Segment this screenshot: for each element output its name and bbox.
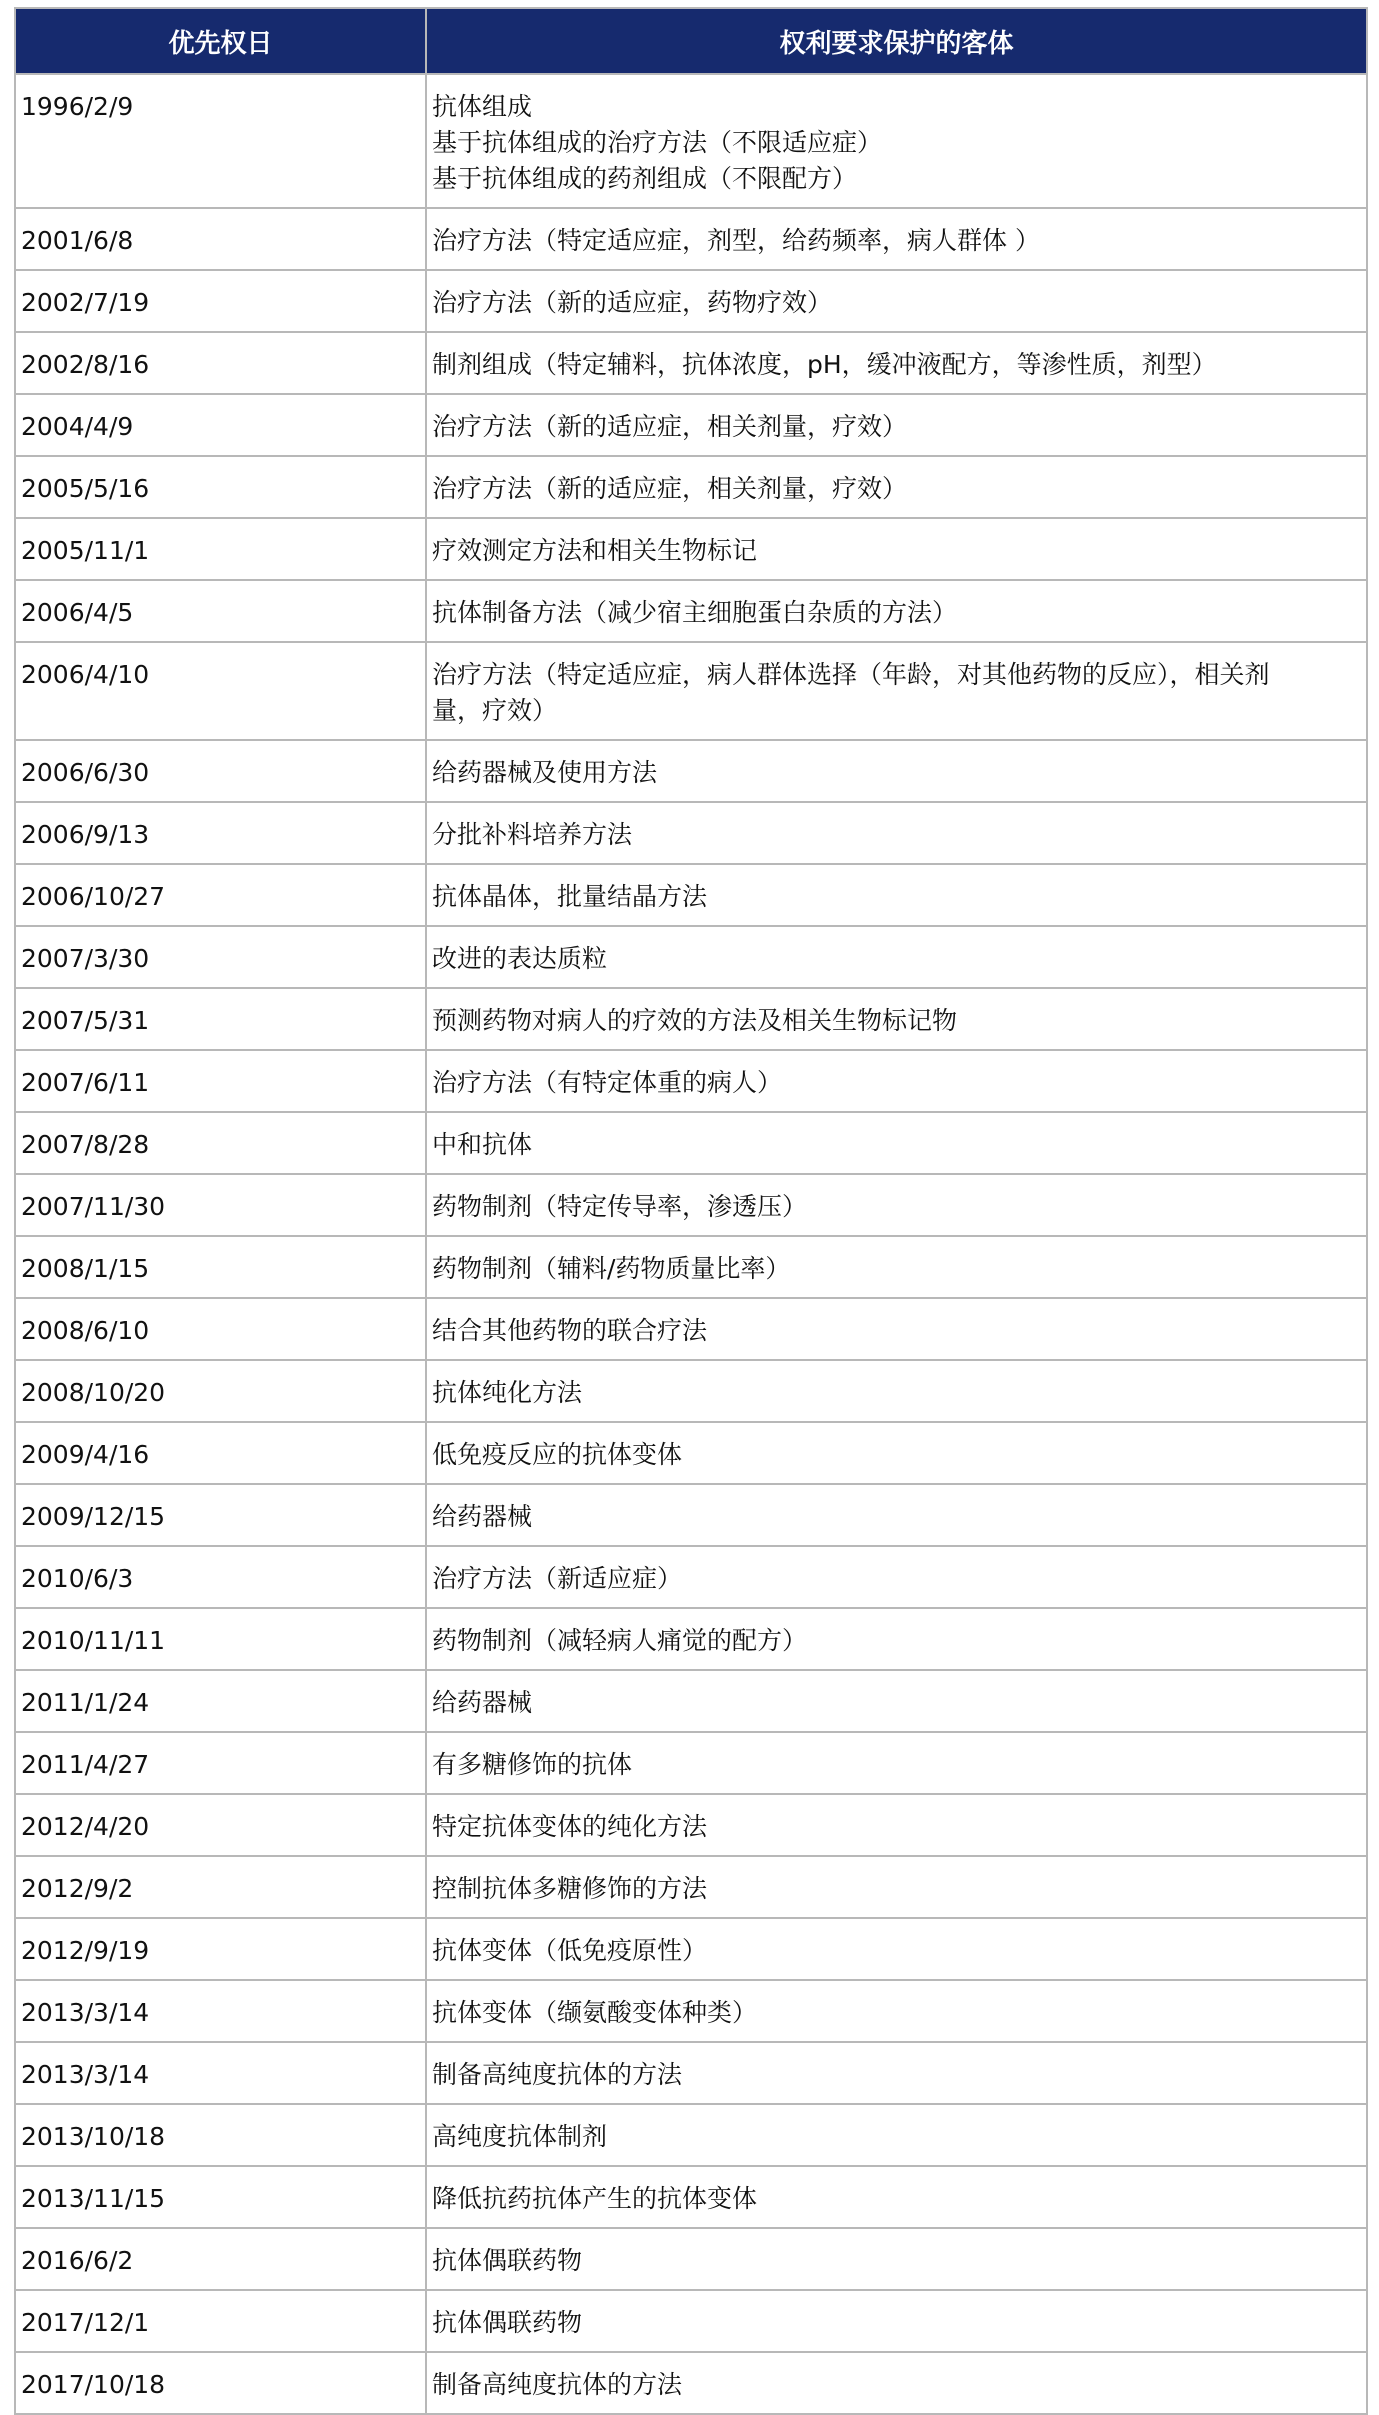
claim-object-cell [426, 2166, 1367, 2228]
priority-date-cell: 2007/3/30 [15, 926, 426, 988]
claim-object-cell [426, 208, 1367, 270]
table-row [15, 2042, 1367, 2104]
table-row [15, 270, 1367, 332]
claim-object-cell [426, 2290, 1367, 2352]
claim-object-line: 抗体偶联药物 [432, 2246, 583, 2275]
claim-object-cell [426, 270, 1367, 332]
priority-date-cell: 2006/10/27 [15, 864, 426, 926]
priority-date-cell: 2002/8/16 [15, 332, 426, 394]
priority-date-cell: 2006/6/30 [15, 740, 426, 802]
claim-object-line: 疗效测定方法和相关生物标记 [432, 536, 758, 565]
claim-object-cell [426, 1422, 1367, 1484]
claim-object-cell [426, 1608, 1367, 1670]
claim-object-cell [426, 1918, 1367, 1980]
claim-object-cell [426, 2352, 1367, 2414]
table-row [15, 208, 1367, 270]
claim-object-line: 治疗方法（有特定体重的病人） [432, 1068, 783, 1097]
claim-object-cell [426, 1546, 1367, 1608]
priority-date-cell: 2007/5/31 [15, 988, 426, 1050]
claim-object-cell [426, 740, 1367, 802]
claim-object-line: 治疗方法（新的适应症，相关剂量，疗效） [432, 412, 908, 441]
claim-object-line: 给药器械及使用方法 [432, 758, 658, 787]
table-row [15, 926, 1367, 988]
table-row [15, 1732, 1367, 1794]
table-row [15, 1546, 1367, 1608]
claim-object-line: 抗体变体（缬氨酸变体种类） [432, 1998, 758, 2027]
header-row [15, 8, 1367, 74]
claim-object-line: 抗体纯化方法 [432, 1378, 583, 1407]
claim-object-cell [426, 1298, 1367, 1360]
claim-object-cell [426, 1980, 1367, 2042]
priority-date-cell: 2013/3/14 [15, 2042, 426, 2104]
claim-object-line: 降低抗药抗体产生的抗体变体 [432, 2184, 758, 2213]
claim-object-cell [426, 1050, 1367, 1112]
patent-claims-table [14, 7, 1368, 2415]
table-row [15, 332, 1367, 394]
table-row [15, 2290, 1367, 2352]
priority-date-cell: 2010/6/3 [15, 1546, 426, 1608]
claim-object-cell [426, 2104, 1367, 2166]
claim-object-line: 抗体偶联药物 [432, 2308, 583, 2337]
table-header [15, 8, 1367, 74]
claim-object-line: 制剂组成（特定辅料，抗体浓度，pH，缓冲液配方，等渗性质，剂型） [432, 350, 1217, 379]
claim-object-line: 有多糖修饰的抗体 [432, 1750, 633, 1779]
table-row [15, 1236, 1367, 1298]
table-row [15, 2228, 1367, 2290]
claim-object-line: 给药器械 [432, 1502, 533, 1531]
table-row [15, 456, 1367, 518]
table-row [15, 1360, 1367, 1422]
claim-object-line: 抗体组成 [432, 92, 533, 121]
claim-object-line: 基于抗体组成的治疗方法（不限适应症） [432, 128, 883, 157]
table-row [15, 802, 1367, 864]
priority-date-cell: 2008/1/15 [15, 1236, 426, 1298]
claim-object-cell [426, 1484, 1367, 1546]
claim-object-cell [426, 864, 1367, 926]
table-row [15, 1670, 1367, 1732]
claim-object-line: 药物制剂（减轻病人痛觉的配方） [432, 1626, 808, 1655]
table-row [15, 518, 1367, 580]
claim-object-line: 高纯度抗体制剂 [432, 2122, 608, 2151]
claim-object-line: 基于抗体组成的药剂组成（不限配方） [432, 164, 858, 193]
claim-object-line: 控制抗体多糖修饰的方法 [432, 1874, 708, 1903]
claim-object-cell [426, 1856, 1367, 1918]
claim-object-cell [426, 332, 1367, 394]
table-row [15, 1918, 1367, 1980]
claim-object-cell [426, 1794, 1367, 1856]
claim-object-cell [426, 2042, 1367, 2104]
priority-date-cell: 2007/6/11 [15, 1050, 426, 1112]
priority-date-cell: 2013/11/15 [15, 2166, 426, 2228]
priority-date-cell: 2008/10/20 [15, 1360, 426, 1422]
table-row [15, 2352, 1367, 2414]
table-row [15, 642, 1367, 740]
claim-object-line: 药物制剂（辅料/药物质量比率） [432, 1254, 791, 1283]
table-row [15, 74, 1367, 208]
claim-object-line: 改进的表达质粒 [432, 944, 608, 973]
priority-date-cell: 2010/11/11 [15, 1608, 426, 1670]
claim-object-cell [426, 74, 1367, 208]
claim-object-line: 抗体制备方法（减少宿主细胞蛋白杂质的方法） [432, 598, 958, 627]
priority-date-cell: 2008/6/10 [15, 1298, 426, 1360]
claim-object-cell [426, 1360, 1367, 1422]
priority-date-cell: 2012/4/20 [15, 1794, 426, 1856]
claim-object-line: 量，疗效） [432, 696, 558, 725]
claim-object-cell [426, 1732, 1367, 1794]
claim-object-line: 预测药物对病人的疗效的方法及相关生物标记物 [432, 1006, 958, 1035]
table-row [15, 988, 1367, 1050]
claim-object-cell [426, 518, 1367, 580]
priority-date-cell: 2007/11/30 [15, 1174, 426, 1236]
claim-object-line: 抗体晶体，批量结晶方法 [432, 882, 708, 911]
priority-date-cell: 2001/6/8 [15, 208, 426, 270]
claim-object-cell [426, 1670, 1367, 1732]
priority-date-cell: 2013/10/18 [15, 2104, 426, 2166]
priority-date-cell: 2012/9/2 [15, 1856, 426, 1918]
priority-date-cell: 2017/12/1 [15, 2290, 426, 2352]
priority-date-cell: 2006/4/10 [15, 642, 426, 740]
header-claim-object: 权利要求保护的客体 [426, 8, 1367, 74]
claim-object-cell [426, 642, 1367, 740]
priority-date-cell: 2007/8/28 [15, 1112, 426, 1174]
header-priority-date: 优先权日 [15, 8, 426, 74]
priority-date-cell: 2011/1/24 [15, 1670, 426, 1732]
priority-date-cell: 1996/2/9 [15, 74, 426, 208]
priority-date-cell: 2005/5/16 [15, 456, 426, 518]
claim-object-line: 抗体变体（低免疫原性） [432, 1936, 708, 1965]
claim-object-line: 分批补料培养方法 [432, 820, 633, 849]
table-row [15, 1050, 1367, 1112]
priority-date-cell: 2009/4/16 [15, 1422, 426, 1484]
claim-object-cell [426, 1112, 1367, 1174]
table-row [15, 1608, 1367, 1670]
claim-object-line: 给药器械 [432, 1688, 533, 1717]
claim-object-line: 结合其他药物的联合疗法 [432, 1316, 708, 1345]
claim-object-line: 治疗方法（特定适应症，病人群体选择（年龄，对其他药物的反应），相关剂 [432, 660, 1270, 689]
table-row [15, 1794, 1367, 1856]
claim-object-line: 治疗方法（新的适应症，相关剂量，疗效） [432, 474, 908, 503]
priority-date-cell: 2013/3/14 [15, 1980, 426, 2042]
claim-object-line: 低免疫反应的抗体变体 [432, 1440, 683, 1469]
claim-object-line: 制备高纯度抗体的方法 [432, 2370, 683, 2399]
table-row [15, 740, 1367, 802]
priority-date-cell: 2011/4/27 [15, 1732, 426, 1794]
table-row [15, 1174, 1367, 1236]
claim-object-line: 特定抗体变体的纯化方法 [432, 1812, 708, 1841]
priority-date-cell: 2016/6/2 [15, 2228, 426, 2290]
claim-object-line: 治疗方法（特定适应症，剂型，给药频率，病人群体 ） [432, 226, 1040, 255]
claim-object-line: 中和抗体 [432, 1130, 533, 1159]
table-row [15, 2166, 1367, 2228]
table-row [15, 2104, 1367, 2166]
table-row [15, 1856, 1367, 1918]
claim-object-line: 治疗方法（新的适应症，药物疗效） [432, 288, 833, 317]
claim-object-line: 制备高纯度抗体的方法 [432, 2060, 683, 2089]
claim-object-cell [426, 926, 1367, 988]
claim-object-cell [426, 456, 1367, 518]
priority-date-cell: 2006/9/13 [15, 802, 426, 864]
priority-date-cell: 2017/10/18 [15, 2352, 426, 2414]
claim-object-cell [426, 394, 1367, 456]
claim-object-cell [426, 1174, 1367, 1236]
priority-date-cell: 2004/4/9 [15, 394, 426, 456]
table-row [15, 394, 1367, 456]
table-body [15, 74, 1367, 2414]
claim-object-cell [426, 2228, 1367, 2290]
priority-date-cell: 2002/7/19 [15, 270, 426, 332]
table-row [15, 1422, 1367, 1484]
claim-object-line: 治疗方法（新适应症） [432, 1564, 683, 1593]
table-row [15, 1298, 1367, 1360]
claim-object-cell [426, 1236, 1367, 1298]
priority-date-cell: 2005/11/1 [15, 518, 426, 580]
claim-object-cell [426, 580, 1367, 642]
claim-object-cell [426, 988, 1367, 1050]
table-row [15, 1112, 1367, 1174]
priority-date-cell: 2009/12/15 [15, 1484, 426, 1546]
table-row [15, 1980, 1367, 2042]
priority-date-cell: 2012/9/19 [15, 1918, 426, 1980]
priority-date-cell: 2006/4/5 [15, 580, 426, 642]
table-row [15, 864, 1367, 926]
claim-object-line: 药物制剂（特定传导率，渗透压） [432, 1192, 808, 1221]
table-row [15, 580, 1367, 642]
table-row [15, 1484, 1367, 1546]
claim-object-cell [426, 802, 1367, 864]
